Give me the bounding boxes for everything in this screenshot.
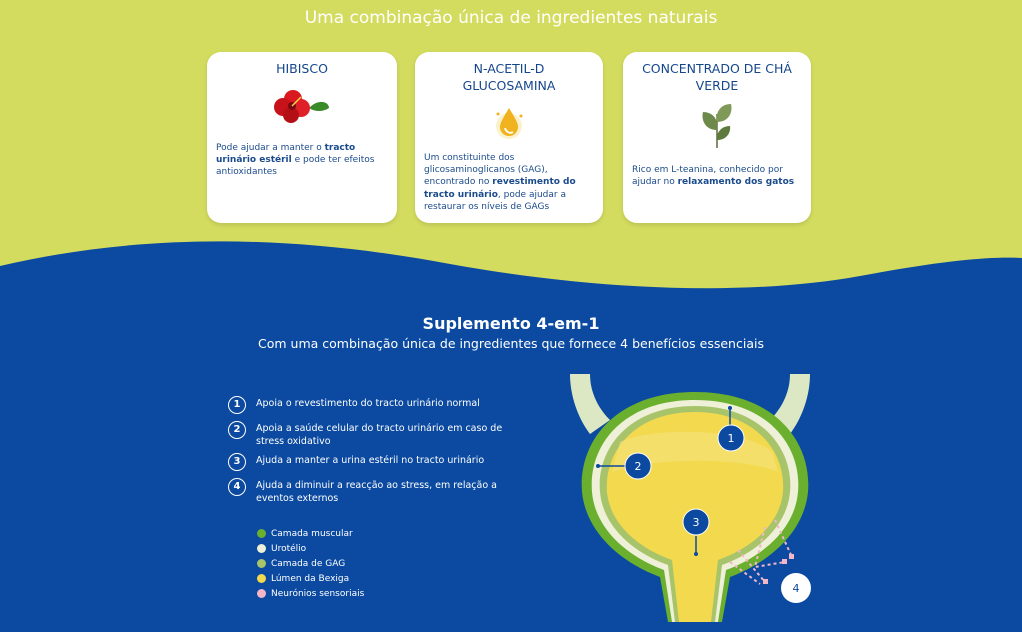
card-description: Um constituinte dos glicosaminoglicanos (GAG), encontrado no revestimento do tracto urinário, pode ajudar a restaurar os níveis de GAGs	[424, 153, 576, 212]
card-title: HIBISCO	[276, 61, 328, 76]
legend-dot	[257, 559, 266, 568]
benefit-number: 2	[228, 421, 246, 439]
benefit-number: 4	[228, 478, 246, 496]
legend-dot	[257, 529, 266, 538]
benefit-text: Apoia a saúde celular do tracto urinário em caso de stress oxidativo	[256, 423, 503, 447]
svg-text:3: 3	[692, 516, 700, 529]
glucosamine-droplet-icon	[491, 104, 527, 140]
left-ureter	[570, 374, 610, 434]
legend-dot	[257, 589, 266, 598]
legend-item: Camada muscular	[257, 529, 353, 539]
benefit-text: Apoia o revestimento do tracto urinário normal	[256, 398, 480, 409]
card-description: Rico em L-teanina, conhecido por ajudar no relaxamento dos gatos	[632, 165, 795, 188]
benefit-number: 1	[228, 396, 246, 414]
ingredient-card-hibiscus	[207, 52, 397, 223]
bladder-diagram	[560, 372, 830, 632]
benefit-text: Ajuda a diminuir a reacção ao stress, em relação a eventos externos	[256, 480, 497, 504]
benefit-number: 3	[228, 453, 246, 471]
legend-item: Camada de GAG	[257, 559, 345, 569]
legend-item: Lúmen da Bexiga	[257, 574, 349, 584]
legend-dot	[257, 544, 266, 553]
benefit-text: Ajuda a manter a urina estéril no tracto urinário	[256, 455, 485, 466]
green-tea-leaf-icon	[697, 100, 737, 150]
section-headline: Uma combinação única de ingredientes naturais	[304, 8, 718, 28]
hibiscus-flower-icon	[271, 88, 333, 124]
ingredient-card-glucosamine	[415, 52, 603, 223]
card-description: Pode ajudar a manter o tracto urinário estéril e pode ter efeitos antioxidantes	[216, 143, 375, 178]
legend-item: Urotélio	[257, 544, 306, 554]
supplement-subtitle: Com uma combinação única de ingredientes que fornece 4 benefícios essenciais	[258, 336, 764, 351]
card-title: CONCENTRADO DE CHÁ VERDE	[642, 61, 792, 93]
wave-divider	[0, 236, 1022, 306]
svg-text:1: 1	[727, 432, 735, 445]
card-title: N-ACETIL-D GLUCOSAMINA	[462, 61, 556, 93]
supplement-title: Suplemento 4-em-1	[422, 314, 600, 333]
svg-text:4: 4	[792, 582, 800, 595]
legend-item: Neurónios sensoriais	[257, 589, 364, 599]
svg-text:2: 2	[634, 460, 642, 473]
ingredient-card-green-tea	[623, 52, 811, 223]
legend-dot	[257, 574, 266, 583]
